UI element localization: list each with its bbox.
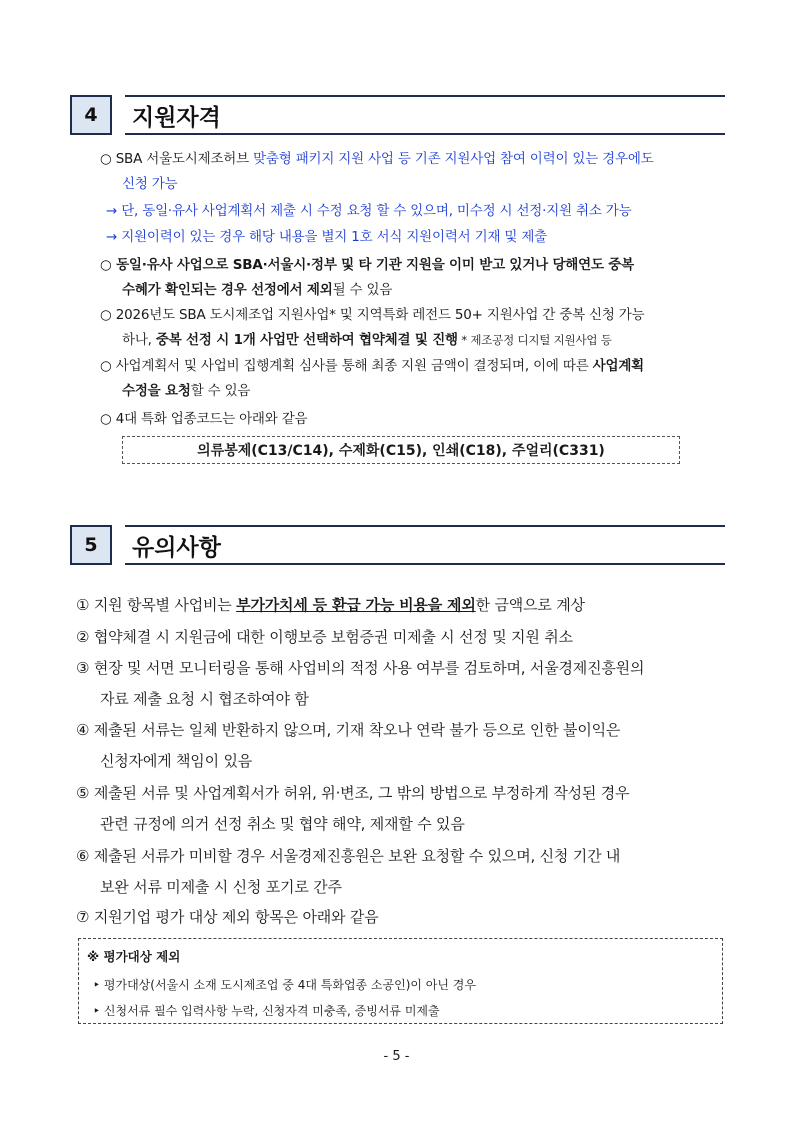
header-rule-bottom — [125, 563, 725, 565]
notice-item-6-cont: 보완 서류 미제출 시 신청 포기로 간주 — [100, 878, 342, 896]
text: 제출된 서류는 일체 반환하지 않으며, 기재 착오나 연락 불가 등으로 인한 불이익은 — [93, 721, 621, 739]
eligibility-item-2 — [100, 256, 634, 274]
text: 수정을 요청 — [122, 383, 191, 399]
eligibility-item-4-cont — [122, 382, 250, 400]
page-number: - 5 - — [383, 1049, 410, 1064]
text: 지원이력이 있는 경우 해당 내용을 별지 1호 서식 지원이력서 기재 및 제출 — [121, 229, 547, 245]
bullet: ○ — [100, 358, 112, 374]
bullet: ○ — [100, 411, 112, 427]
exclusion-title: ※ 평가대상 제외 — [87, 949, 181, 964]
text: 제출된 서류 및 사업계획서가 허위, 위·변조, 그 밖의 방법으로 부정하게 작성된 경우 — [93, 784, 630, 802]
text: 4대 특화 업종코드는 아래와 같음 — [115, 411, 308, 427]
number-mark: ① — [76, 596, 90, 614]
section-number: 4 — [70, 95, 112, 135]
text: 할 수 있음 — [190, 383, 251, 399]
notice-item-2 — [76, 627, 573, 647]
eligibility-item-4 — [100, 357, 644, 375]
text: 한 금액으로 계상 — [475, 596, 585, 614]
text: 지원 항목별 사업비는 — [93, 596, 237, 614]
number-mark: ⑥ — [76, 847, 90, 865]
section-5-header — [70, 525, 725, 567]
notice-item-7 — [76, 907, 378, 927]
highlight-text: 맞춤형 패키지 지원 사업 등 기존 지원사업 참여 이력이 있는 경우에도 — [253, 151, 654, 167]
text: 단, 동일·유사 사업계획서 제출 시 수정 요청 할 수 있으며, 미수정 시 선정·지원 취소 가능 — [121, 203, 632, 219]
header-rule-top — [125, 95, 725, 97]
footnote: * 제조공정 디지털 지원사업 등 — [457, 333, 612, 347]
notice-item-5-cont: 관련 규정에 의거 선정 취소 및 협약 해약, 제재할 수 있음 — [100, 815, 465, 833]
eligibility-item-3-cont — [122, 331, 612, 349]
text: 하나, — [122, 332, 156, 348]
bullet: ○ — [100, 257, 112, 273]
bullet: ○ — [100, 151, 112, 167]
exclusion-item: ‣ 신청서류 필수 입력사항 누락, 신청자격 미충족, 증빙서류 미제출 — [93, 1004, 440, 1018]
number-mark: ④ — [76, 721, 90, 739]
notice-item-4 — [76, 720, 620, 740]
text: 사업계획서 및 사업비 집행계획 심사를 통해 최종 지원 금액이 결정되며, 이에 따른 — [115, 358, 593, 374]
eligibility-item-1-cont: 신청 가능 — [122, 176, 178, 192]
industry-codes-box: 의류봉제(C13/C14), 수제화(C15), 인쇄(C18), 주얼리(C331) — [122, 436, 680, 464]
notice-item-3 — [76, 658, 644, 678]
number-mark: ② — [76, 628, 90, 646]
text: 지원기업 평가 대상 제외 항목은 아래와 같음 — [93, 908, 379, 926]
number-mark: ⑤ — [76, 784, 90, 802]
number-mark: ⑦ — [76, 908, 90, 926]
section-title: 지원자격 — [132, 105, 221, 131]
notice-item-6 — [76, 846, 620, 866]
text: 제출된 서류가 미비할 경우 서울경제진흥원은 보완 요청할 수 있으며, 신청 기간 내 — [93, 847, 621, 865]
text: 2026년도 SBA 도시제조업 지원사업* 및 지역특화 레전드 50+ 지원사업 간 중복 신청 가능 — [115, 307, 645, 323]
exclusion-box — [78, 938, 723, 1024]
section-4-header — [70, 95, 725, 137]
arrow-icon: → — [106, 203, 118, 219]
eligibility-item-5 — [100, 410, 307, 428]
arrow-icon: → — [106, 229, 118, 245]
exclusion-item: ‣ 평가대상(서울시 소재 도시제조업 중 4대 특화업종 소공인)이 아닌 경우 — [93, 978, 476, 992]
text: 부가가치세 등 환급 가능 비용을 제외 — [236, 596, 476, 614]
text: 동일·유사 사업으로 SBA·서울시·정부 및 타 기관 지원을 이미 받고 있거나 당해연도 중복 — [116, 257, 634, 273]
eligibility-arrow-2 — [106, 228, 547, 246]
text: 현장 및 서면 모니터링을 통해 사업비의 적정 사용 여부를 검토하며, 서울경제진흥원의 — [93, 659, 645, 677]
text: 사업계획 — [592, 358, 645, 374]
header-rule-bottom — [125, 133, 725, 135]
header-rule-top — [125, 525, 725, 527]
text: SBA 서울도시제조허브 — [115, 151, 254, 167]
number-mark: ③ — [76, 659, 90, 677]
notice-item-1 — [76, 595, 585, 615]
eligibility-item-2-cont — [122, 281, 392, 299]
notice-item-4-cont: 신청자에게 책임이 있음 — [100, 752, 253, 770]
notice-item-3-cont: 자료 제출 요청 시 협조하여야 함 — [100, 690, 309, 708]
text: 중복 선정 시 1개 사업만 선택하여 협약체결 및 진행 — [155, 332, 458, 348]
section-title: 유의사항 — [132, 535, 221, 561]
text: 수혜가 확인되는 경우 선정에서 제외 — [122, 282, 333, 298]
eligibility-item-1 — [100, 150, 654, 168]
eligibility-item-3 — [100, 306, 644, 324]
eligibility-arrow-1 — [106, 202, 631, 220]
text: 협약체결 시 지원금에 대한 이행보증 보험증권 미제출 시 선정 및 지원 취소 — [93, 628, 573, 646]
bullet: ○ — [100, 307, 112, 323]
section-number: 5 — [70, 525, 112, 565]
text: 될 수 있음 — [332, 282, 393, 298]
notice-item-5 — [76, 783, 629, 803]
